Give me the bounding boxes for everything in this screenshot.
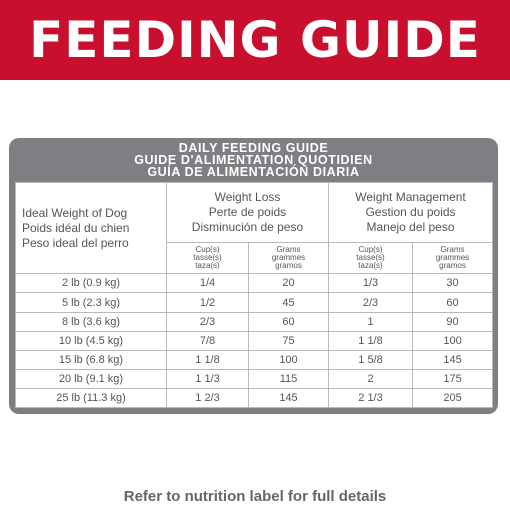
mgmt-cups-cell: 2/3	[329, 293, 413, 312]
loss-cups-cell: 1/4	[167, 274, 249, 293]
loss-cups-cell: 1 1/3	[167, 369, 249, 388]
dog-weight-cell: 25 lb (11.3 kg)	[16, 388, 167, 407]
mgmt-cups-cell: 2 1/3	[329, 388, 413, 407]
dog-weight-cell: 10 lb (4.5 kg)	[16, 331, 167, 350]
mgmt-cups-cell: 1/3	[329, 274, 413, 293]
loss-grams-cell: 100	[249, 350, 329, 369]
dog-weight-cell: 15 lb (6.8 kg)	[16, 350, 167, 369]
loss-cups-cell: 1/2	[167, 293, 249, 312]
feeding-guide-banner	[0, 0, 510, 80]
guide-title-es: GUÍA DE ALIMENTACIÓN DIARIA	[147, 165, 360, 179]
guide-title-en: DAILY FEEDING GUIDE	[178, 141, 329, 155]
mgmt-cups-cell: 2	[329, 369, 413, 388]
loss-cups-header: Cup(s) tasse(s) taza(s)	[167, 243, 249, 274]
daily-feeding-guide-panel	[9, 138, 498, 414]
guide-title	[9, 138, 498, 182]
mgmt-cups-header: Cup(s) tasse(s) taza(s)	[329, 243, 413, 274]
dog-weight-cell: 8 lb (3.6 kg)	[16, 312, 167, 331]
guide-title-fr: GUIDE D'ALIMENTATION QUOTIDIEN	[134, 153, 373, 167]
footer-note: Refer to nutrition label for full details	[123, 488, 387, 505]
loss-grams-cell: 115	[249, 369, 329, 388]
table-row	[16, 312, 493, 331]
mgmt-cups-cell: 1 5/8	[329, 350, 413, 369]
loss-grams-cell: 20	[249, 274, 329, 293]
mgmt-cups-cell: 1	[329, 312, 413, 331]
dog-weight-cell: 2 lb (0.9 kg)	[16, 274, 167, 293]
dog-weight-cell: 5 lb (2.3 kg)	[16, 293, 167, 312]
table-row	[16, 350, 493, 369]
mgmt-grams-cell: 30	[413, 274, 493, 293]
mgmt-grams-cell: 60	[413, 293, 493, 312]
table-row	[16, 369, 493, 388]
loss-cups-cell: 2/3	[167, 312, 249, 331]
mgmt-grams-cell: 100	[413, 331, 493, 350]
mgmt-grams-cell: 205	[413, 388, 493, 407]
mgmt-grams-header: Grams grammes gramos	[413, 243, 493, 274]
loss-cups-cell: 1 1/8	[167, 350, 249, 369]
table-row	[16, 331, 493, 350]
banner-title: FEEDING GUIDE	[29, 11, 481, 69]
loss-grams-cell: 145	[249, 388, 329, 407]
mgmt-grams-cell: 175	[413, 369, 493, 388]
loss-grams-cell: 45	[249, 293, 329, 312]
weight-management-header: Weight Management Gestion du poids Manejo del peso	[329, 183, 493, 243]
loss-grams-cell: 75	[249, 331, 329, 350]
loss-grams-cell: 60	[249, 312, 329, 331]
table-header-row	[16, 183, 493, 243]
loss-cups-cell: 7/8	[167, 331, 249, 350]
table-row	[16, 274, 493, 293]
weight-loss-header: Weight Loss Perte de poids Disminución de peso	[167, 183, 329, 243]
loss-grams-header: Grams grammes gramos	[249, 243, 329, 274]
mgmt-grams-cell: 145	[413, 350, 493, 369]
feeding-table	[15, 182, 493, 408]
dog-weight-header: Ideal Weight of Dog Poids idéal du chien Peso ideal del perro	[16, 183, 167, 274]
loss-cups-cell: 1 2/3	[167, 388, 249, 407]
table-row	[16, 388, 493, 407]
mgmt-grams-cell: 90	[413, 312, 493, 331]
mgmt-cups-cell: 1 1/8	[329, 331, 413, 350]
table-row	[16, 293, 493, 312]
dog-weight-cell: 20 lb (9.1 kg)	[16, 369, 167, 388]
